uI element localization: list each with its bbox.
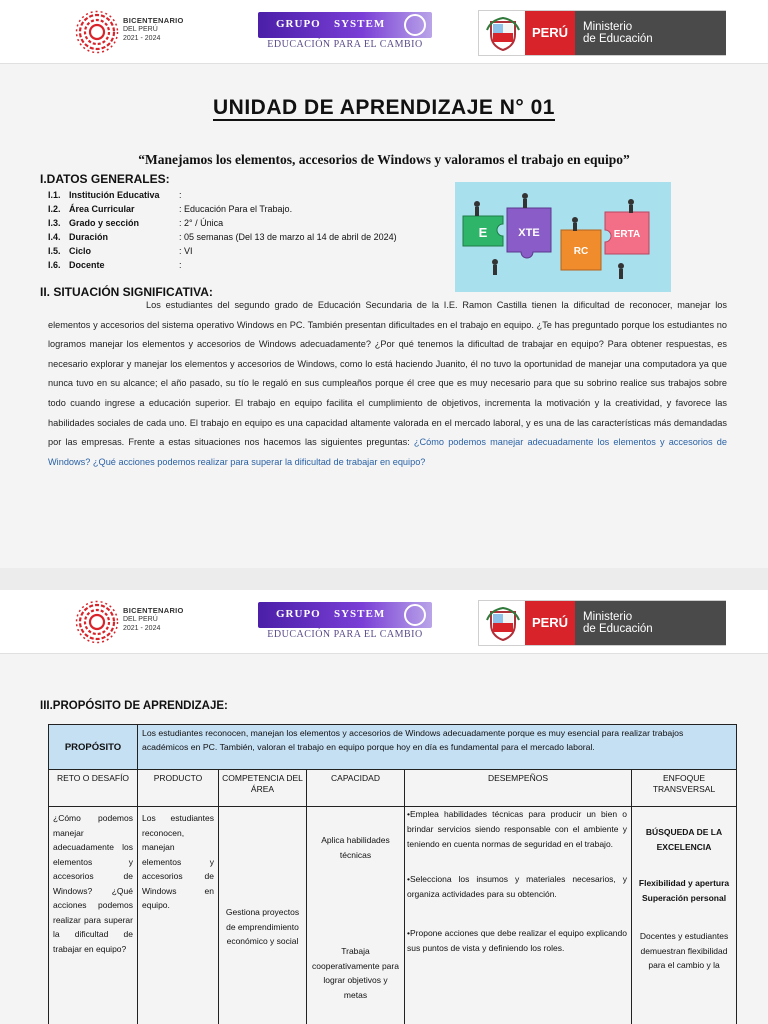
- dg-value: :: [179, 190, 182, 200]
- grupo-word: GRUPO: [276, 18, 321, 30]
- bicentenario-sun-icon: [75, 600, 119, 644]
- table-header-row: [49, 770, 737, 807]
- header-reto: RETO O DESAFÍO: [49, 770, 138, 807]
- situacion-questions: ¿Cómo podemos manejar adecuadamente los elementos y accesorios de Windows? ¿Qué acciones podemos realizar para superar la dificultad de trabajar en equipo?: [48, 437, 727, 467]
- dg-row: [48, 258, 397, 272]
- grupo-system-tagline: EDUCACIÓN PARA EL CAMBIO: [267, 39, 423, 50]
- ministerio-line-1: Ministerio: [583, 21, 633, 33]
- page-header: [0, 0, 768, 64]
- system-word: SYSTEM: [334, 608, 386, 620]
- dg-value: : Educación Para el Trabajo.: [179, 204, 293, 214]
- grupo-system-logo: [258, 12, 432, 50]
- dg-num: I.5.: [48, 246, 61, 256]
- header-competencia: COMPETENCIA DEL ÁREA: [219, 770, 307, 807]
- teamwork-puzzle-illustration: [455, 182, 671, 292]
- ministerio-label: [575, 11, 726, 55]
- dg-num: I.3.: [48, 218, 61, 228]
- dg-label: Institución Educativa: [69, 190, 160, 200]
- header-desempenos: DESEMPEÑOS: [405, 770, 632, 807]
- ministerio-line-2: de Educación: [583, 33, 653, 45]
- puzzle-piece-label: ERTA: [613, 229, 641, 240]
- proposito-row: [49, 725, 737, 770]
- dg-value: : 05 semanas (Del 13 de marzo al 14 de abril de 2024): [179, 232, 397, 242]
- ministerio-line-1: Ministerio: [583, 611, 633, 623]
- bicentenario-sun-icon: [75, 10, 119, 54]
- situacion-heading: II. SITUACIÓN SIGNIFICATIVA:: [40, 285, 213, 299]
- dg-num: I.6.: [48, 260, 61, 270]
- header-producto: PRODUCTO: [138, 770, 219, 807]
- dg-value: : 2° / Única: [179, 218, 224, 228]
- situacion-text: Los estudiantes del segundo grado de Educación Secundaria de la I.E. Ramon Castilla tienen la dificultad de reconocer, manejar los elementos y accesorios del sistema operativo Windows en PC. También presentan dificultades en el trabajo en equipo. ¿Te has preguntado porque los estudiantes no logramos manejar los elementos y accesorios de Windows adecuadamente? ¿Por qué tenemos la dificultad de trabajar en equipo? Para obtener respuestas, es necesario explorar y manejar los elementos y accesorios de Windows, como lo está haciendo Juanito, él no tuvo la oportunidad de manejar una computadora ya que nunca tuvo en su alcance; el año pasado, su tío le regaló en sus cumpleaños porque él cree que es muy necesario para que su sobrino realice sus trabajos sobre todo cuando ingrese a educación superior. El trabajo en equipo facilita el cumplimiento de objetivos, incrementa la motivación y la creatividad, y favorece las habilidades sociales de cada uno. El trabajo en equipo es una capacidad altamente valorada en el mercado laboral, y es una de las características más demandadas por las empresas. Frente a estas situaciones nos hacemos las siguientes preguntas:: [48, 300, 727, 448]
- dg-num: I.4.: [48, 232, 61, 242]
- proposito-text: Los estudiantes reconocen, manejan los elementos y accesorios de Windows adecuadamente porque es muy esencial para realizar trabajos académicos en PC. También, valoran el trabajo en equipo porque hoy en día es fundamental para el mercado laboral.: [138, 725, 737, 770]
- system-word: SYSTEM: [334, 18, 386, 30]
- dg-row: [48, 216, 397, 230]
- dg-row: [48, 244, 397, 258]
- grupo-system-emblem-icon: [404, 14, 426, 36]
- dg-label: Docente: [69, 260, 105, 270]
- dg-row: [48, 230, 397, 244]
- enfoque-cell: [632, 807, 737, 1024]
- capacidad-item: Trabaja cooperativamente para lograr objetivos y metas: [312, 946, 399, 1000]
- header-enfoque: ENFOQUE TRANSVERSAL: [632, 770, 737, 807]
- minedu-logo: [478, 600, 726, 646]
- puzzle-piece-label: XTE: [518, 227, 540, 239]
- dg-label: Duración: [69, 232, 109, 242]
- ministerio-line-2: de Educación: [583, 623, 653, 635]
- dg-label: Área Curricular: [69, 204, 135, 214]
- competencia-cell: Gestiona proyectos de emprendimiento económico y social: [219, 807, 307, 1024]
- capacidad-cell: [307, 807, 405, 1024]
- minedu-logo: [478, 10, 726, 56]
- enfoque-item: Docentes y estudiantes demuestran flexibilidad para el cambio y la: [639, 931, 729, 970]
- unit-subtitle: “Manejamos los elementos, accesorios de Windows y valoramos el trabajo en equipo”: [138, 152, 630, 167]
- situacion-paragraph: [48, 296, 727, 472]
- puzzle-piece-label: RC: [573, 246, 589, 257]
- grupo-word: GRUPO: [276, 608, 321, 620]
- table-row: [49, 807, 737, 1024]
- dg-label: Ciclo: [69, 246, 92, 256]
- producto-cell: Los estudiantes reconocen, manejan elementos y accesorios de Windows en equipo.: [138, 807, 219, 1024]
- grupo-system-emblem-icon: [404, 604, 426, 626]
- bicentenario-line-3: 2021 - 2024: [123, 35, 161, 42]
- document-page-2: [0, 590, 768, 1024]
- desempeno-item: • Propone acciones que debe realizar el equipo explicando sus puntos de vista y definiendo los roles.: [405, 926, 627, 956]
- bicentenario-line-1: BICENTENARIO: [123, 606, 184, 615]
- datos-generales-heading: I.DATOS GENERALES:: [40, 172, 170, 186]
- dg-value: : VI: [179, 246, 193, 256]
- desempenos-cell: [405, 807, 632, 1024]
- bicentenario-line-1: BICENTENARIO: [123, 16, 184, 25]
- enfoque-item: Flexibilidad y apertura Superación personal: [638, 878, 730, 903]
- ministerio-label: [575, 601, 726, 645]
- capacidad-item: Aplica habilidades técnicas: [321, 835, 390, 860]
- bicentenario-line-2: DEL PERÚ: [123, 616, 158, 623]
- puzzle-piece-label: E: [478, 225, 488, 240]
- grupo-system-tagline: EDUCACIÓN PARA EL CAMBIO: [267, 629, 423, 640]
- proposito-heading: III.PROPÓSITO DE APRENDIZAJE:: [40, 700, 228, 712]
- unit-title: [0, 96, 768, 120]
- peru-shield-icon: [485, 606, 521, 642]
- dg-num: I.1.: [48, 190, 61, 200]
- dg-value: :: [179, 260, 182, 270]
- header-capacidad: CAPACIDAD: [307, 770, 405, 807]
- dg-label: Grado y sección: [69, 218, 140, 228]
- desempeno-item: • Selecciona los insumos y materiales necesarios, y organiza actividades para su obtención.: [405, 872, 627, 902]
- peru-label: PERÚ: [525, 601, 575, 645]
- page-header: [0, 590, 768, 654]
- datos-generales-list: [48, 188, 397, 272]
- grupo-system-logo: [258, 602, 432, 640]
- proposito-label: PROPÓSITO: [49, 725, 138, 770]
- bicentenario-line-2: DEL PERÚ: [123, 26, 158, 33]
- bicentenario-line-3: 2021 - 2024: [123, 625, 161, 632]
- unit-title-text: UNIDAD DE APRENDIZAJE N° 01: [212, 96, 555, 119]
- dg-num: I.2.: [48, 204, 61, 214]
- peru-shield-icon: [485, 16, 521, 52]
- reto-cell: ¿Cómo podemos manejar adecuadamente los elementos y accesorios de Windows? ¿Qué acciones podemos realizar para superar la dificultad de trabajar en equipo?: [49, 807, 138, 1024]
- dg-row: [48, 202, 397, 216]
- bicentenario-logo: [75, 600, 215, 644]
- bicentenario-logo: [75, 10, 215, 54]
- enfoque-item: BÚSQUEDA DE LA EXCELENCIA: [645, 827, 723, 852]
- peru-label: PERÚ: [525, 11, 575, 55]
- proposito-table: [48, 724, 737, 1024]
- desempeno-item: • Emplea habilidades técnicas para producir un bien o brindar servicios siendo responsable con el ambiente y teniendo en cuenta normas de seguridad en el trabajo.: [405, 807, 627, 852]
- dg-row: [48, 188, 397, 202]
